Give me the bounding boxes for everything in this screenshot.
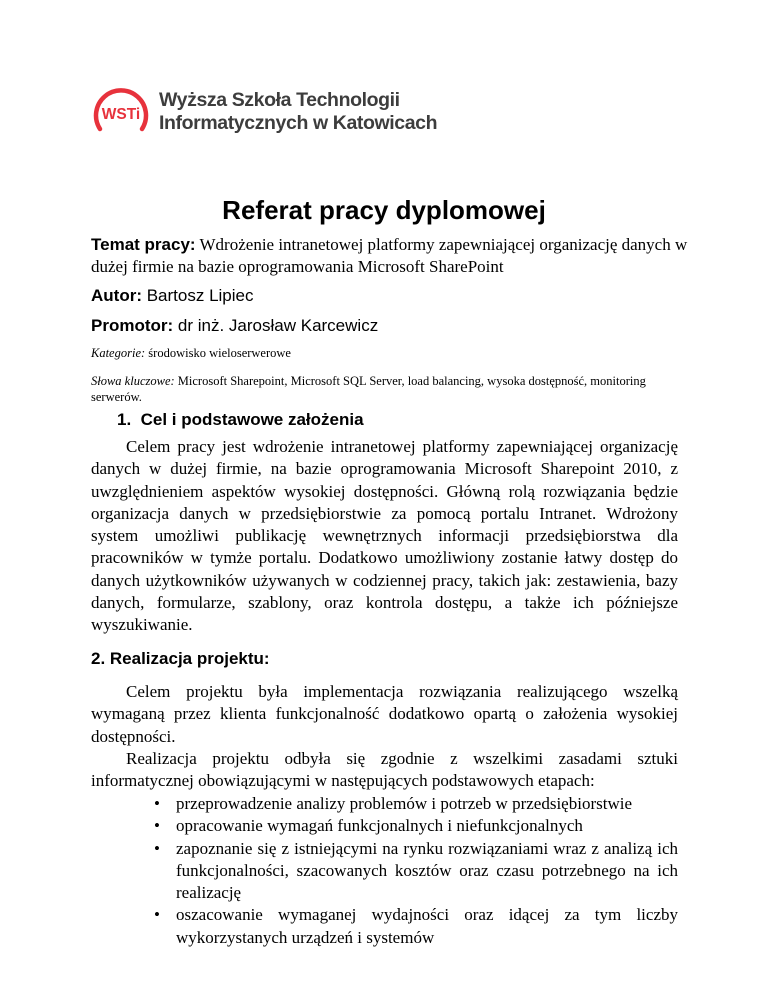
steps-list xyxy=(158,793,678,949)
list-item: • opracowanie wymagań funkcjonalnych i niefunkcjonalnych xyxy=(158,815,678,837)
wsti-logo-icon xyxy=(91,82,151,142)
author-value: Bartosz Lipiec xyxy=(146,286,254,305)
university-logo xyxy=(91,82,437,142)
promoter-label: Promotor: xyxy=(91,316,174,335)
keywords-value: Microsoft Sharepoint, Microsoft SQL Server, load balancing, wysoka dostępność, monitoring serwerów. xyxy=(91,374,646,404)
author-block xyxy=(91,285,691,307)
categories-block xyxy=(91,345,691,361)
logo-name xyxy=(159,89,437,135)
categories-value: środowisko wieloserwerowe xyxy=(148,346,291,360)
keywords-label: Słowa kluczowe: xyxy=(91,374,175,388)
keywords-block xyxy=(91,373,691,405)
logo-abbr: WSTi xyxy=(101,106,141,123)
section-1-paragraph: Celem pracy jest wdrożenie intranetowej platformy zapewniającej organizację danych w dużej firmie, na bazie oprogramowania Microsoft Sharepoint 2010, z uwzględnieniem aspektów wysokiej dostępności. Główną rolą rozwiązania będzie organizacja danych w przedsiębiorstwie za pomocą portalu Intranet. Wdrożony system umożliwi publikację wewnętrznych informacji przedsiębiorstwa dla pracowników w tymże portalu. Dodatkowo umożliwiony zostanie łatwy dostęp do danych użytkowników używanych w codziennej pracy, takich jak: zestawienia, bazy danych, formularze, szablony, oraz kontrola dostępu, a także ich późniejsze wyszukiwanie. xyxy=(91,437,678,635)
author-label: Autor: xyxy=(91,286,142,305)
page-title: Referat pracy dyplomowej xyxy=(222,195,546,225)
section-1-heading: 1. Cel i podstawowe założenia xyxy=(117,410,364,429)
topic-label: Temat pracy: xyxy=(91,235,196,254)
section-2-paragraph-1: Celem projektu była implementacja rozwiązania realizującego wszelką wymaganą przez klienta funkcjonalność dodatkowo opartą o założenia wysokiej dostępności. xyxy=(91,682,678,746)
logo-name-line2: Informatycznych w Katowicach xyxy=(159,112,438,134)
logo-name-line1: Wyższa Szkoła Technologii xyxy=(159,89,400,111)
promoter-block xyxy=(91,315,691,337)
list-item: • zapoznanie się z istniejącymi na rynku rozwiązaniami wraz z analizą ich funkcjonalności, szacowanych kosztów oraz czasu potrzebnego na ich realizację xyxy=(158,838,678,905)
list-item: • oszacowanie wymaganej wydajności oraz idącej za tym liczby wykorzystanych urządzeń i systemów xyxy=(158,904,678,949)
promoter-value: dr inż. Jarosław Karcewicz xyxy=(177,316,379,335)
topic-block xyxy=(91,234,691,278)
topic-value: Wdrożenie intranetowej platformy zapewniającej organizację danych w dużej firmie na bazie oprogramowania Microsoft SharePoint xyxy=(91,235,688,276)
list-item: • przeprowadzenie analizy problemów i potrzeb w przedsiębiorstwie xyxy=(158,793,678,815)
section-2-heading: 2. Realizacja projektu: xyxy=(91,649,270,668)
categories-label: Kategorie: xyxy=(91,346,146,360)
section-2-paragraph-2: Realizacja projektu odbyła się zgodnie z wszelkimi zasadami sztuki informatycznej obowiązującymi w następujących podstawowych etapach: xyxy=(91,749,678,791)
